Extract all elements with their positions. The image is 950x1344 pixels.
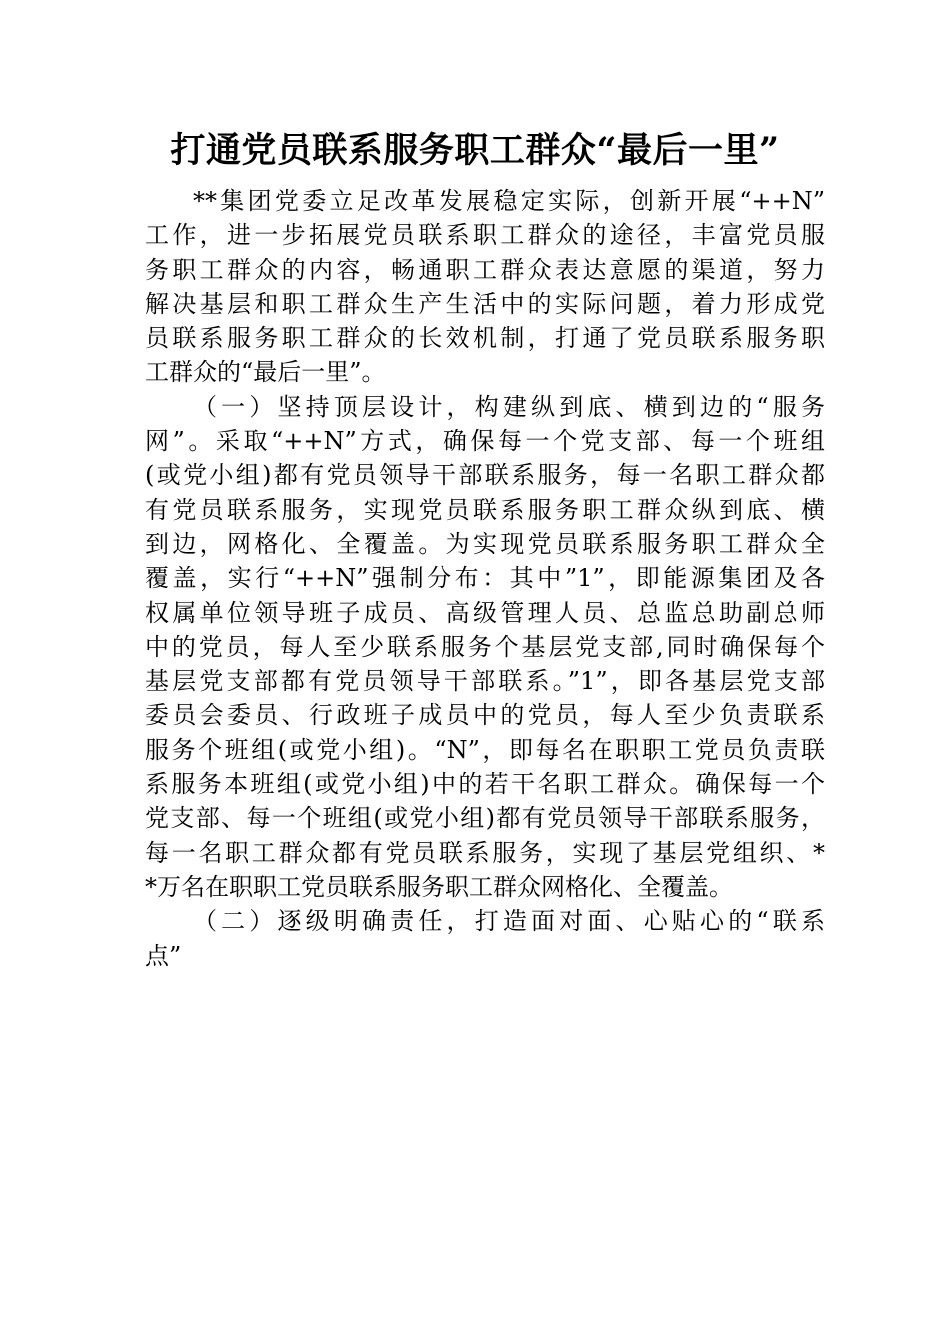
paragraph-line: (或党小组)都有党员领导干部联系服务，每一名职工群众都 (145, 461, 825, 490)
paragraph-line: 工作，进一步拓展党员联系职工群众的途径，丰富党员服 (145, 221, 825, 250)
paragraph-line: 到边，网格化、全覆盖。为实现党员联系服务职工群众全 (145, 529, 825, 558)
paragraph-line: 中的党员，每人至少联系服务个基层党支部,同时确保每个 (145, 632, 825, 661)
paragraph-line: 党支部、每一个班组(或党小组)都有党员领导干部联系服务， (145, 804, 825, 833)
paragraph-line: 员联系服务职工群众的长效机制，打通了党员联系服务职 (145, 324, 825, 353)
paragraph-line: 每一名职工群众都有党员联系服务，实现了基层党组织、* (145, 838, 825, 867)
paragraph-line: **集团党委立足改革发展稳定实际，创新开展“++N” (193, 187, 825, 215)
document-title: 打通党员联系服务职工群众“最后一里” (170, 130, 780, 171)
paragraph-line: （二）逐级明确责任，打造面对面、心贴心的“联系 (193, 907, 825, 936)
paragraph-line: 有党员联系服务，实现党员联系服务职工群众纵到底、横 (145, 495, 825, 524)
paragraph-line: （一）坚持顶层设计，构建纵到底、横到边的“服务 (193, 392, 825, 421)
paragraph-line: 工群众的“最后一里”。 (145, 358, 386, 387)
paragraph-line: 务职工群众的内容，畅通职工群众表达意愿的渠道，努力 (145, 255, 825, 284)
paragraph-line: 解决基层和职工群众生产生活中的实际问题，着力形成党 (145, 289, 825, 318)
paragraph-line: 基层党支部都有党员领导干部联系。”1”，即各基层党支部 (145, 667, 825, 696)
paragraph-line: 网”。采取“++N”方式，确保每一个党支部、每一个班组 (145, 427, 825, 456)
document-body (145, 184, 825, 973)
paragraph-line: 点” (145, 941, 182, 970)
paragraph-line: 服务个班组(或党小组)。“N”，即每名在职职工党员负责联 (145, 735, 825, 764)
paragraph-line: 委员会委员、行政班子成员中的党员，每人至少负责联系 (145, 701, 825, 730)
paragraph-line: *万名在职职工党员联系服务职工群众网格化、全覆盖。 (145, 872, 733, 901)
paragraph-line: 权属单位领导班子成员、高级管理人员、总监总助副总师 (145, 598, 825, 627)
paragraph-line: 系服务本班组(或党小组)中的若干名职工群众。确保每一个 (145, 770, 825, 799)
paragraph-line: 覆盖，实行“++N”强制分布：其中”1”，即能源集团及各 (145, 564, 825, 593)
